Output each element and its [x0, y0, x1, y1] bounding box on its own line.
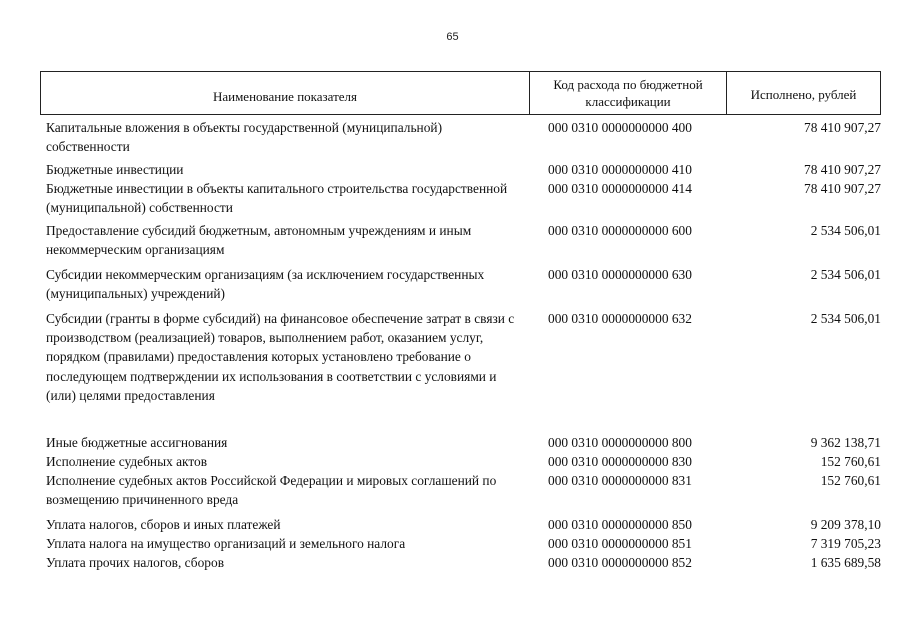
- row-code: 000 0310 0000000000 831: [548, 473, 692, 488]
- table-row: [0, 118, 905, 160]
- row-name: Бюджетные инвестиции в объекты капитального строительства государственной (муниципальной) собственности: [46, 181, 508, 216]
- row-name: Субсидии некоммерческим организациям (за исключением государственных (муниципальных) учреждений): [46, 267, 485, 302]
- table-header: [40, 71, 881, 115]
- row-code: 000 0310 0000000000 830: [548, 454, 692, 469]
- table-row: [0, 179, 905, 221]
- row-amount: 152 760,61: [820, 473, 881, 488]
- row-code: 000 0310 0000000000 851: [548, 536, 692, 551]
- column-header-amount: Исполнено, рублей: [750, 86, 857, 102]
- row-name: Иные бюджетные ассигнования: [46, 435, 228, 450]
- row-amount: 2 534 506,01: [810, 223, 881, 238]
- row-name: Субсидии (гранты в форме субсидий) на финансовое обеспечение затрат в связи с производством (реализацией) товаров, выполнением работ, оказанием услуг, порядком (правилами) предоставления которых установлено требование о последующем подтверждении их использования в соответствии с условиями и (или) целями предоставления: [46, 311, 515, 403]
- page-number: 65: [446, 31, 459, 43]
- row-amount: 1 635 689,58: [810, 555, 881, 570]
- row-amount: 9 209 378,10: [810, 517, 881, 532]
- row-name: Капитальные вложения в объекты государственной (муниципальной) собственности: [46, 120, 443, 155]
- column-header-code: Код расхода по бюджетной классификации: [530, 72, 727, 114]
- row-amount: 7 319 705,23: [810, 536, 881, 551]
- row-name: Бюджетные инвестиции: [46, 162, 184, 177]
- row-name: Уплата налогов, сборов и иных платежей: [46, 517, 281, 532]
- row-code: 000 0310 0000000000 600: [548, 223, 692, 238]
- row-code: 000 0310 0000000000 632: [548, 311, 692, 326]
- row-amount: 2 534 506,01: [810, 311, 881, 326]
- row-amount: 78 410 907,27: [804, 162, 881, 177]
- row-code: 000 0310 0000000000 400: [548, 120, 692, 135]
- row-name: Уплата налога на имущество организаций и земельного налога: [46, 536, 406, 551]
- row-amount: 2 534 506,01: [810, 267, 881, 282]
- row-code: 000 0310 0000000000 630: [548, 267, 692, 282]
- table-row: [0, 452, 905, 471]
- table-row: [0, 265, 905, 309]
- row-code: 000 0310 0000000000 414: [548, 181, 692, 196]
- table-row: [0, 534, 905, 553]
- row-amount: 78 410 907,27: [804, 181, 881, 196]
- row-amount: 9 362 138,71: [810, 435, 881, 450]
- column-header-name: Наименование показателя: [41, 72, 530, 114]
- table-row: [0, 221, 905, 265]
- table-row: [0, 309, 905, 433]
- row-name: Исполнение судебных актов Российской Федерации и мировых соглашений по возмещению причиненного вреда: [46, 473, 497, 508]
- row-name: Исполнение судебных актов: [46, 454, 208, 469]
- table-row: [0, 160, 905, 179]
- table-row: [0, 433, 905, 452]
- row-amount: 152 760,61: [820, 454, 881, 469]
- row-code: 000 0310 0000000000 410: [548, 162, 692, 177]
- row-name: Предоставление субсидий бюджетным, автономным учреждениям и иным некоммерческим организациям: [46, 223, 472, 258]
- table-row: [0, 553, 905, 572]
- row-amount: 78 410 907,27: [804, 120, 881, 135]
- row-name: Уплата прочих налогов, сборов: [46, 555, 225, 570]
- row-code: 000 0310 0000000000 800: [548, 435, 692, 450]
- table-row: [0, 471, 905, 515]
- row-code: 000 0310 0000000000 852: [548, 555, 692, 570]
- row-code: 000 0310 0000000000 850: [548, 517, 692, 532]
- table-body: [0, 118, 905, 572]
- table-row: [0, 515, 905, 534]
